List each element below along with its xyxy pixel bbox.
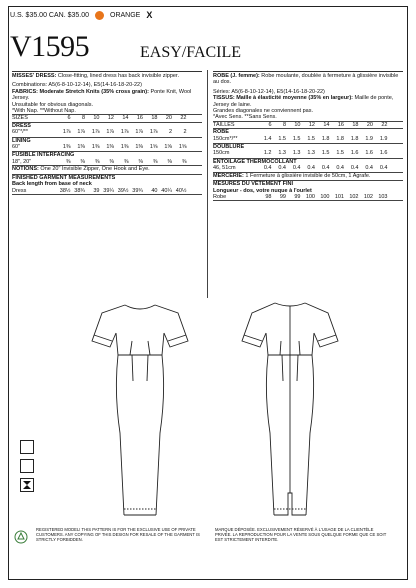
dress-yardage-row: 60"*/** 1⅞ 1⅞ 1⅞ 1⅞ 1⅞ 1⅞ 1⅞ 2 2 [12, 129, 187, 136]
doublure-yardage-row: 150cm 1.2 1.3 1.3 1.3 1.5 1.5 1.6 1.6 1.6 [213, 150, 388, 157]
copyright-notice: REGISTERED MODEL! THIS PATTERN IS FOR THE EXCLUSIVE USE OF PRIVATE CUSTOMERS. ANY COPYING OF THIS DESIGN FOR RESALE OF THE GARMENT IS STRICTLY FORBIDDEN. [36, 527, 200, 542]
empty-box [20, 440, 34, 454]
unsuitable-note-fr: Grandes diagonales ne conviennent pas. [213, 108, 313, 115]
fabrics-fr: TISSUS: Maille à élasticité moyenne (35% en largeur): Maille de ponte, Jersey de laine. [213, 95, 394, 108]
recycle-icon [14, 530, 28, 544]
mercerie: MERCERIE: 1 Fermeture à glissière invisible de 50cm, 1 Agrafe. [213, 172, 403, 179]
doublure-heading: DOUBLURE [213, 143, 403, 150]
robe-finished-row: Robe 98 99 99 100 100 101 102 102 103 [213, 194, 403, 201]
front-view-sketch [92, 305, 188, 515]
robe-heading: ROBE [213, 129, 229, 136]
nap-note-fr: *Avec Sens. **Sans Sens. [213, 114, 277, 121]
finished-measurements-heading: FINISHED GARMENT MEASUREMENTS [12, 174, 202, 181]
hourglass-icon [20, 478, 34, 492]
empty-box [20, 459, 34, 473]
color-mark: X [146, 10, 153, 20]
copyright-notice-fr: MARQUE DÉPOSÉE. EXCLUSIVEMENT RÉSERVÉ À L'USAGE DE LA CLIENTÈLE PRIVÉE. LA REPRODUCTION POUR LA VENTE SOUS QUELQUE FORME QUE CE SOIT EST STRICTEMENT INTERDITE. [215, 527, 387, 542]
price-bar [10, 10, 152, 20]
combinations-fr: Séries: A5(6-8-10-12-14), E5(14-16-18-20-22) [213, 88, 325, 95]
side-boxes [20, 440, 34, 497]
interfacing-heading: FUSIBLE INTERFACING [12, 151, 202, 158]
technical-drawing [80, 283, 350, 523]
french-column [213, 70, 403, 201]
mesures-heading: MESURES DU VÊTEMENT FINI [213, 180, 403, 187]
entoilage-heading: ENTOILAGE THERMOCOLLANT [213, 158, 403, 165]
combinations: Combinations: A5(6-8-10-12-14), E5(14-16-18-20-22) [12, 82, 142, 89]
sizes-row-fr: TAILLES 6 8 10 12 14 16 18 20 22 [213, 121, 403, 129]
sizes-row: SIZES 6 8 10 12 14 16 18 20 22 [12, 114, 202, 122]
price-line: U.S. $35.00 CAN. $35.00 [10, 11, 89, 19]
color-label: ORANGE [110, 11, 141, 19]
interfacing-yardage-row: 18", 20" ⅜ ⅜ ⅜ ⅜ ⅜ ⅜ ⅜ ⅜ ⅜ [12, 158, 187, 165]
garment-description-fr: ROBE (J. femme): Robe moulante, doublée à fermeture à glissière invisible au dos. [213, 73, 399, 86]
orange-dot-icon [95, 11, 104, 20]
notions: NOTIONS: One 20" Invisible Zipper, One Hook and Eye. [12, 165, 202, 172]
dress-finished-row: Dress 38½ 38¾ 39 39¼ 39½ 39¾ 40 40¼ 40½ [12, 188, 202, 195]
difficulty-label: EASY/FACILE [140, 44, 242, 61]
unsuitable-note: Unsuitable for obvious diagonals. [12, 101, 94, 108]
english-column [12, 70, 202, 195]
lining-heading: LINING [12, 137, 202, 144]
fabrics: FABRICS: Moderate Stretch Knits (35% cross grain): Ponte Knit, Wool Jersey. [12, 88, 192, 102]
dress-heading: DRESS [12, 122, 31, 129]
entoilage-yardage-row: 46, 51cm 0.4 0.4 0.4 0.4 0.4 0.4 0.4 0.4 0.4 [213, 165, 388, 172]
top-rule [213, 71, 403, 72]
nap-note: *With Nap. **Without Nap. [12, 108, 76, 115]
column-divider [207, 70, 208, 298]
top-rule [12, 71, 202, 72]
longueur-label: Longueur - dos, votre nuque à l'ourlet [213, 187, 312, 194]
lining-yardage-row: 60" 1⅜ 1⅜ 1⅜ 1⅜ 1⅜ 1⅜ 1⅝ 1⅝ 1⅝ [12, 144, 187, 151]
back-view-sketch [242, 303, 338, 515]
back-length-label: Back length from base of neck [12, 181, 92, 188]
garment-description: MISSES' DRESS: Close-fitting, lined dress has back invisible zipper. [12, 73, 179, 79]
pattern-number: V1595 [10, 30, 90, 63]
robe-yardage-row: 150cm*/** 1.4 1.5 1.5 1.5 1.8 1.8 1.8 1.9 1.9 [213, 135, 388, 142]
